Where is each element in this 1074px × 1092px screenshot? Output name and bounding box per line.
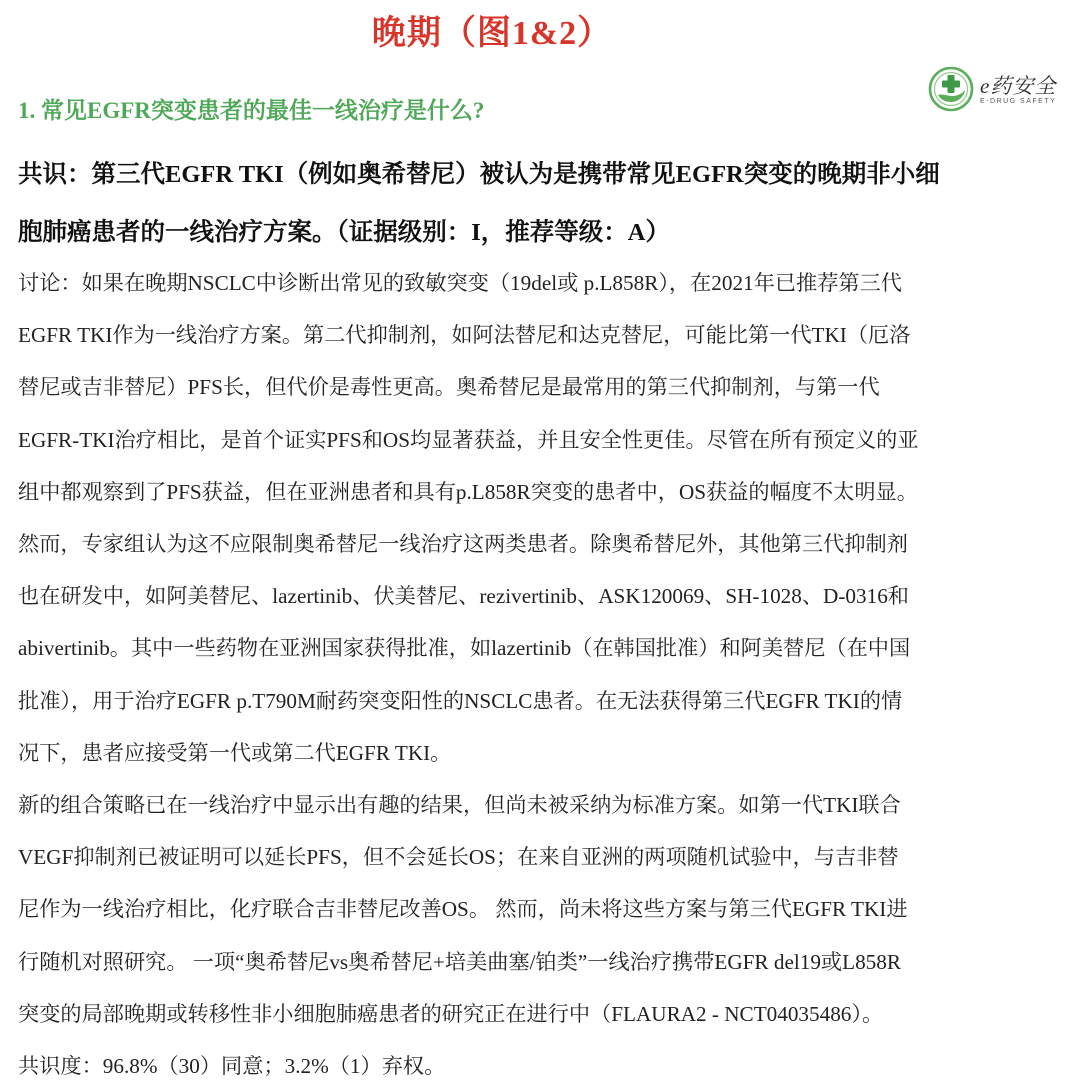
cross-hand-circle-icon [928, 66, 974, 112]
e-drug-safety-logo [928, 63, 1068, 115]
combination-strategy-line: VEGF抑制剂已被证明可以延长PFS，但不会延长OS；在来自亚洲的两项随机试验中，与吉非替 [18, 845, 899, 870]
consensus-line: 胞肺癌患者的一线治疗方案。（证据级别：I，推荐等级：A） [18, 219, 670, 246]
discussion-line: 批准），用于治疗EGFR p.T790M耐药突变阳性的NSCLC患者。在无法获得第三代EGFR TKI的情 [18, 688, 903, 713]
question-heading: 1. 常见EGFR突变患者的最佳一线治疗是什么? [18, 98, 485, 123]
discussion-line: 讨论：如果在晚期NSCLC中诊断出常见的致敏突变（19del或 p.L858R），在2021年已推荐第三代 [18, 271, 902, 295]
combination-strategy-line: 尼作为一线治疗相比，化疗联合吉非替尼改善OS。 然而，尚未将这些方案与第三代EGFR TKI进 [18, 897, 908, 922]
consensus-statement [18, 146, 1068, 262]
discussion-line: 然而，专家组认为这不应限制奥希替尼一线治疗这两类患者。除奥希替尼外，其他第三代抑制剂 [18, 532, 908, 557]
discussion-line: 组中都观察到了PFS获益，但在亚洲患者和具有p.L858R突变的患者中，OS获益的幅度不太明显。 [18, 479, 918, 504]
logo-name-en: E-DRUG SAFETY [980, 97, 1057, 105]
combination-strategy-line: 突变的局部晚期或转移性非小细胞肺癌患者的研究正在进行中（FLAURA2 - NCT04035486）。 [18, 1001, 884, 1026]
logo-name-cn: e药安全 [980, 73, 1057, 98]
discussion-line: EGFR TKI作为一线治疗方案。第二代抑制剂，如阿法替尼和达克替尼，可能比第一代TKI（厄洛 [18, 323, 911, 348]
discussion-line: 替尼或吉非替尼）PFS长，但代价是毒性更高。奥希替尼是最常用的第三代抑制剂，与第一代 [18, 375, 880, 400]
combination-strategy-line: 行随机对照研究。 一项“奥希替尼vs奥希替尼+培美曲塞/铂类”一线治疗携带EGFR del19或L858R [18, 949, 901, 974]
discussion-line: 况下，患者应接受第一代或第二代EGFR TKI。 [18, 740, 452, 765]
discussion-line: EGFR-TKI治疗相比，是首个证实PFS和OS均显著获益，并且安全性更佳。尽管在所有预定义的亚 [18, 427, 919, 452]
discussion-line: abivertinib。其中一些药物在亚洲国家获得批准，如lazertinib（在韩国批准）和阿美替尼（在中国 [18, 636, 911, 661]
consensus-line: 共识：第三代EGFR TKI（例如奥希替尼）被认为是携带常见EGFR突变的晚期非小细 [18, 161, 940, 188]
discussion-body [18, 257, 1068, 1092]
discussion-line: 也在研发中，如阿美替尼、lazertinib、伏美替尼、rezivertinib、ASK120069、SH-1028、D-0316和 [18, 584, 909, 609]
page-title: 晚期（图1&2） [371, 15, 613, 52]
combination-strategy-line: 新的组合策略已在一线治疗中显示出有趣的结果，但尚未被采纳为标准方案。如第一代TKI联合 [18, 793, 901, 818]
consensus-degree: 共识度：96.8%（30）同意；3.2%（1）弃权。 [18, 1054, 446, 1079]
